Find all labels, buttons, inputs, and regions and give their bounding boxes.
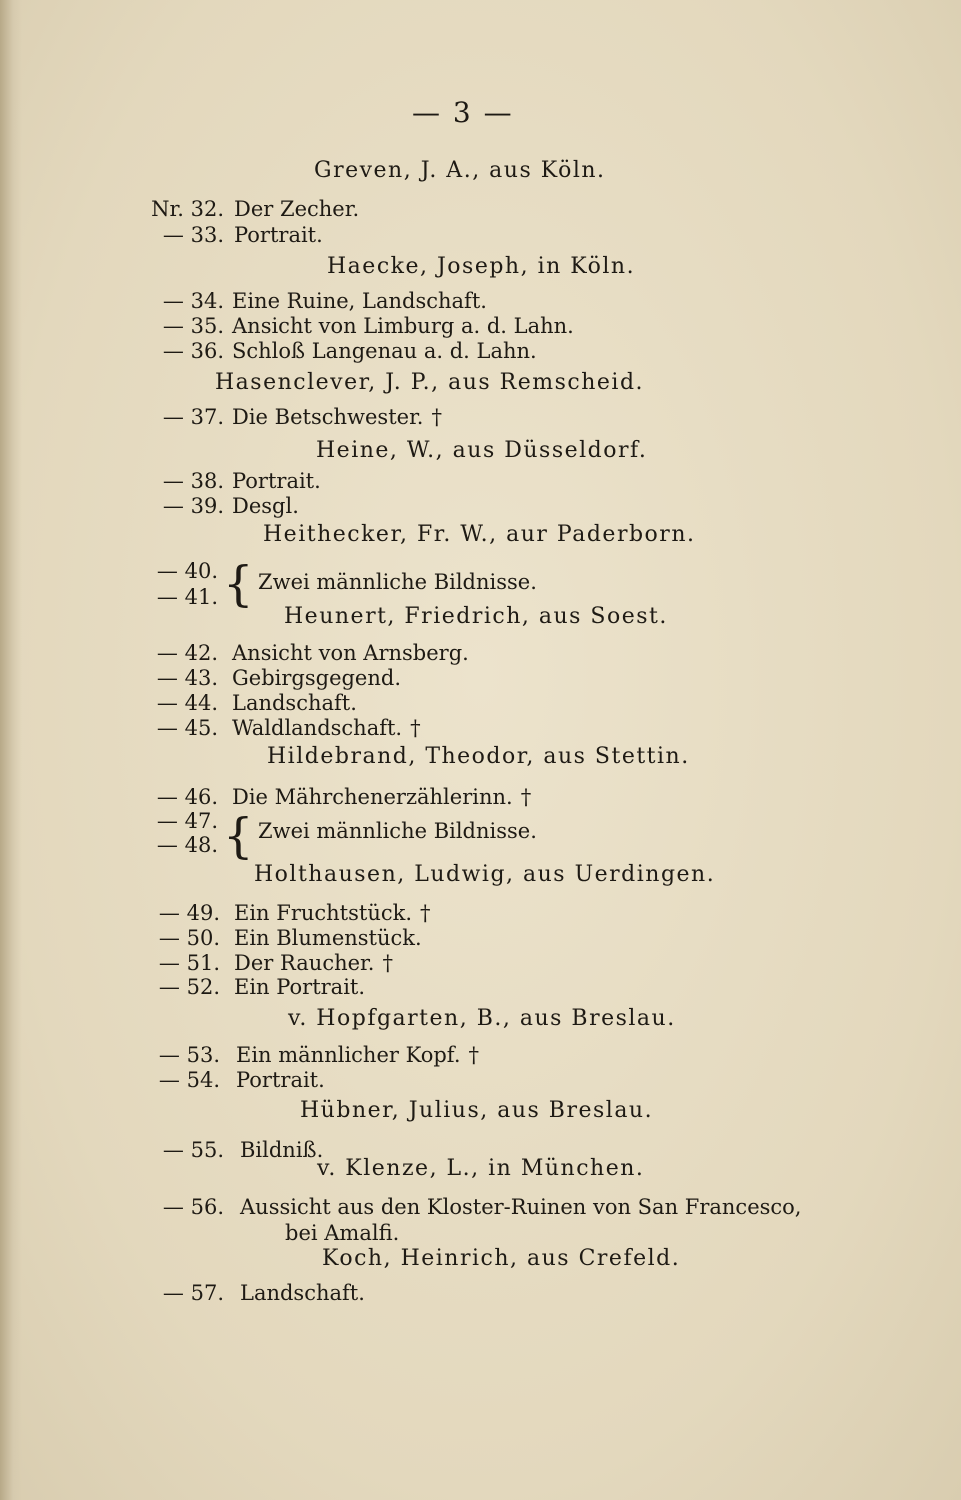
- entry-number: — 56.: [162, 1195, 224, 1219]
- dagger-mark: †: [520, 785, 532, 809]
- artist-heading: Koch, Heinrich, aus Crefeld.: [322, 1246, 681, 1271]
- entry-title: Ein Blumenstück.: [234, 926, 422, 950]
- artist-heading: Heithecker, Fr. W., aur Paderborn.: [263, 522, 696, 547]
- entry-number: — 39.: [162, 494, 224, 518]
- entry-number: — 47.: [156, 809, 218, 833]
- entry-number: — 35.: [162, 314, 224, 338]
- entry-title: Die Betschwester. †: [232, 405, 442, 429]
- entry-number: — 52.: [158, 975, 220, 999]
- entry-number: — 42.: [156, 641, 218, 665]
- entry-title: Ein männlicher Kopf. †: [236, 1043, 479, 1067]
- entry-title: Schloß Langenau a. d. Lahn.: [232, 339, 537, 363]
- entry-title: Zwei männliche Bildnisse.: [258, 819, 537, 843]
- entry-number: — 41.: [156, 585, 218, 609]
- entry-title-continuation: bei Amalfi.: [285, 1221, 400, 1245]
- artist-heading: Greven, J. A., aus Köln.: [314, 158, 606, 183]
- entry-number: — 33.: [162, 223, 224, 247]
- dagger-mark: †: [410, 716, 421, 740]
- entry-title: Eine Ruine, Landschaft.: [232, 289, 487, 313]
- entry-number: — 34.: [162, 289, 224, 313]
- entry-number: — 40.: [156, 559, 218, 583]
- entry-number: — 51.: [158, 951, 220, 975]
- entry-title: Desgl.: [232, 494, 299, 518]
- artist-heading: Heunert, Friedrich, aus Soest.: [284, 604, 668, 629]
- brace-bracket: {: [223, 808, 254, 864]
- entry-number: — 48.: [156, 833, 218, 857]
- entry-title: Ein Portrait.: [234, 975, 366, 999]
- entry-title: Portrait.: [234, 223, 323, 247]
- entry-number: — 53.: [158, 1043, 220, 1067]
- entry-number: — 44.: [156, 691, 218, 715]
- binding-gutter: [0, 0, 22, 1500]
- entry-title: Ein Fruchtstück. †: [234, 901, 431, 925]
- entry-number: — 38.: [162, 469, 224, 493]
- artist-heading: Hasenclever, J. P., aus Remscheid.: [215, 370, 645, 395]
- dagger-mark: †: [382, 951, 393, 975]
- artist-heading: v. Hopfgarten, B., aus Breslau.: [288, 1006, 676, 1031]
- entry-number: — 43.: [156, 666, 218, 690]
- artist-heading: Holthausen, Ludwig, aus Uerdingen.: [254, 862, 716, 887]
- entry-number: — 57.: [162, 1281, 224, 1305]
- entry-number: — 49.: [158, 901, 220, 925]
- entry-number: — 36.: [162, 339, 224, 363]
- entry-title: Der Zecher.: [234, 197, 360, 221]
- entry-number: — 55.: [162, 1138, 224, 1162]
- entry-number: — 37.: [162, 405, 224, 429]
- entry-title: Der Raucher. †: [234, 951, 393, 975]
- brace-bracket: {: [223, 556, 254, 612]
- entry-title: Gebirgsgegend.: [232, 666, 402, 690]
- entry-title: Bildniß.: [240, 1138, 324, 1162]
- artist-heading: Hildebrand, Theodor, aus Stettin.: [267, 744, 690, 769]
- entry-title: Landschaft.: [232, 691, 357, 715]
- entry-number: Nr. 32.: [151, 197, 224, 221]
- entry-title: Aussicht aus den Kloster-Ruinen von San Francesco,: [240, 1195, 802, 1219]
- entry-number: — 54.: [158, 1068, 220, 1092]
- entry-number: — 50.: [158, 926, 220, 950]
- entry-title: Landschaft.: [240, 1281, 365, 1305]
- entry-title: Zwei männliche Bildnisse.: [258, 570, 537, 594]
- entry-number: — 45.: [156, 716, 218, 740]
- artist-heading: Hübner, Julius, aus Breslau.: [300, 1098, 654, 1123]
- entry-title: Ansicht von Arnsberg.: [232, 641, 469, 665]
- entry-title: Waldlandschaft. †: [232, 716, 421, 740]
- dagger-mark: †: [431, 405, 442, 429]
- entry-title: Portrait.: [232, 469, 321, 493]
- entry-title: Ansicht von Limburg a. d. Lahn.: [232, 314, 574, 338]
- artist-heading: Heine, W., aus Düsseldorf.: [316, 438, 648, 463]
- artist-heading: v. Klenze, L., in München.: [317, 1156, 645, 1181]
- dagger-mark: †: [468, 1043, 479, 1067]
- dagger-mark: †: [420, 901, 431, 925]
- entry-title: Die Mährchenerzählerinn. †: [232, 785, 532, 809]
- entry-title: Portrait.: [236, 1068, 325, 1092]
- artist-heading: Haecke, Joseph, in Köln.: [327, 254, 636, 279]
- entry-number: — 46.: [156, 785, 218, 809]
- page-number: — 3 —: [412, 96, 514, 129]
